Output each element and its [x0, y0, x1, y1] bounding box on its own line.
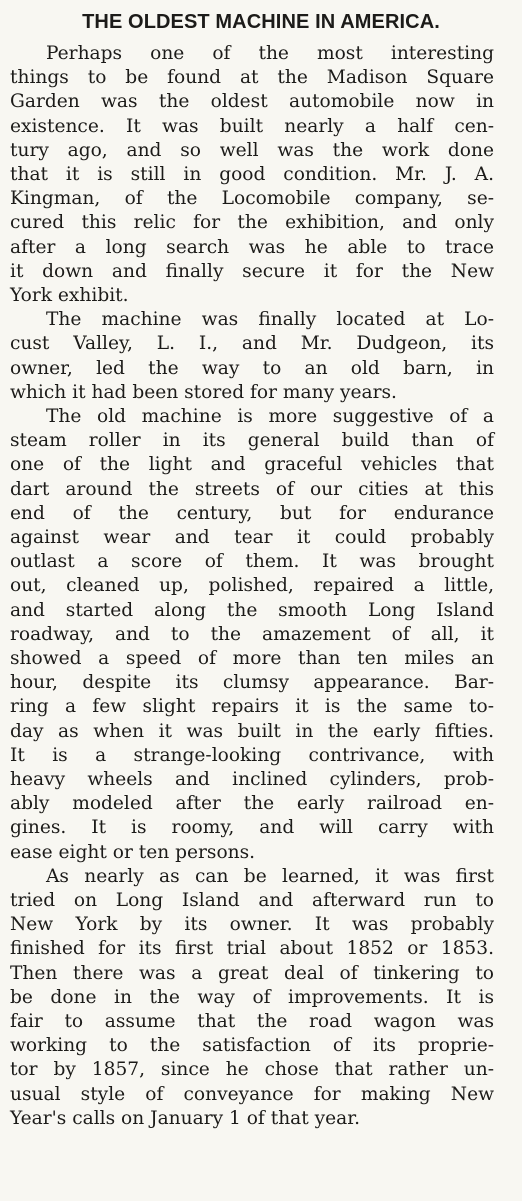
paragraph-3-line: day as when it was built in the early fifties.: [10, 720, 494, 742]
paragraph-4-line: New York by its owner. It was probably: [10, 914, 494, 936]
paragraph-3-line: ably modeled after the early railroad en-: [10, 793, 494, 815]
paragraph-3-line: The old machine is more suggestive of a: [46, 406, 494, 427]
paragraph-3-line: showed a speed of more than ten miles an: [10, 648, 494, 669]
article-title: THE OLDEST MACHINE IN AMERICA.: [82, 11, 440, 33]
paragraph-1-line: Garden was the oldest automobile now in: [10, 91, 494, 113]
paragraph-4-line: finished for its first trial about 1852 or 1853.: [10, 938, 494, 960]
paragraph-1-line: existence. It was built nearly a half cen-: [10, 115, 494, 137]
paragraph-3-line: roadway, and to the amazement of all, it: [10, 623, 494, 645]
paragraph-3-line: heavy wheels and inclined cylinders, prob-: [10, 769, 494, 790]
paragraph-4-line: tried on Long Island and afterward run to: [10, 890, 494, 911]
paragraph-3-line: and started along the smooth Long Island: [10, 599, 494, 621]
paragraph-4-line: usual style of conveyance for making New: [10, 1083, 494, 1105]
paragraph-2-line: cust Valley, L. I., and Mr. Dudgeon, its: [10, 333, 494, 355]
paragraph-2-line: owner, led the way to an old barn, in: [10, 357, 494, 379]
paragraph-2-line: The machine was finally located at Lo-: [46, 309, 494, 331]
paragraph-1-line: things to be found at the Madison Square: [10, 67, 494, 89]
paragraph-1-line: York exhibit.: [10, 285, 129, 306]
paragraph-3-line: hour, despite its clumsy appearance. Bar-: [10, 672, 494, 694]
paragraph-3-line: end of the century, but for endurance: [10, 502, 494, 524]
paragraph-3-line: out, cleaned up, polished, repaired a little,: [10, 575, 494, 597]
paragraph-1-line: after a long search was he able to trace: [10, 236, 494, 258]
paragraph-3-line: It is a strange-looking contrivance, with: [10, 744, 494, 766]
paragraph-4-line: As nearly as can be learned, it was first: [46, 865, 494, 887]
paragraph-1-line: Perhaps one of the most interesting: [46, 43, 494, 64]
paragraph-1-line: that it is still in good condition. Mr. J. A.: [10, 164, 494, 185]
paragraph-4-line: tor by 1857, since he chose that rather un-: [10, 1059, 494, 1081]
paragraph-3-line: steam roller in its general build than of: [10, 430, 494, 452]
paragraph-3-line: ring a few slight repairs it is the same to-: [10, 696, 494, 718]
paragraph-4-line: be done in the way of improvements. It is: [10, 986, 494, 1008]
paragraph-3-line: dart around the streets of our cities at this: [10, 478, 494, 500]
paragraph-3-line: gines. It is roomy, and will carry with: [10, 817, 494, 839]
paragraph-2-line: which it had been stored for many years.: [10, 381, 397, 403]
paragraph-3-line: one of the light and graceful vehicles that: [10, 454, 494, 476]
paragraph-4-line: Then there was a great deal of tinkering to: [10, 962, 494, 984]
paragraph-1-line: tury ago, and so well was the work done: [10, 139, 494, 161]
paragraph-1-line: it down and finally secure it for the New: [10, 260, 494, 282]
paragraph-4-line: working to the satisfaction of its proprie-: [10, 1035, 494, 1057]
paragraph-1-line: cured this relic for the exhibition, and only: [10, 212, 494, 234]
paragraph-4-line: fair to assume that the road wagon was: [10, 1011, 494, 1032]
paragraph-3-line: outlast a score of them. It was brought: [10, 551, 494, 573]
paragraph-3-line: ease eight or ten persons.: [10, 841, 256, 863]
paragraph-1-line: Kingman, of the Locomobile company, se-: [10, 188, 494, 210]
paragraph-3-line: against wear and tear it could probably: [10, 527, 494, 548]
paragraph-4-line: Year's calls on January 1 of that year.: [10, 1107, 360, 1129]
